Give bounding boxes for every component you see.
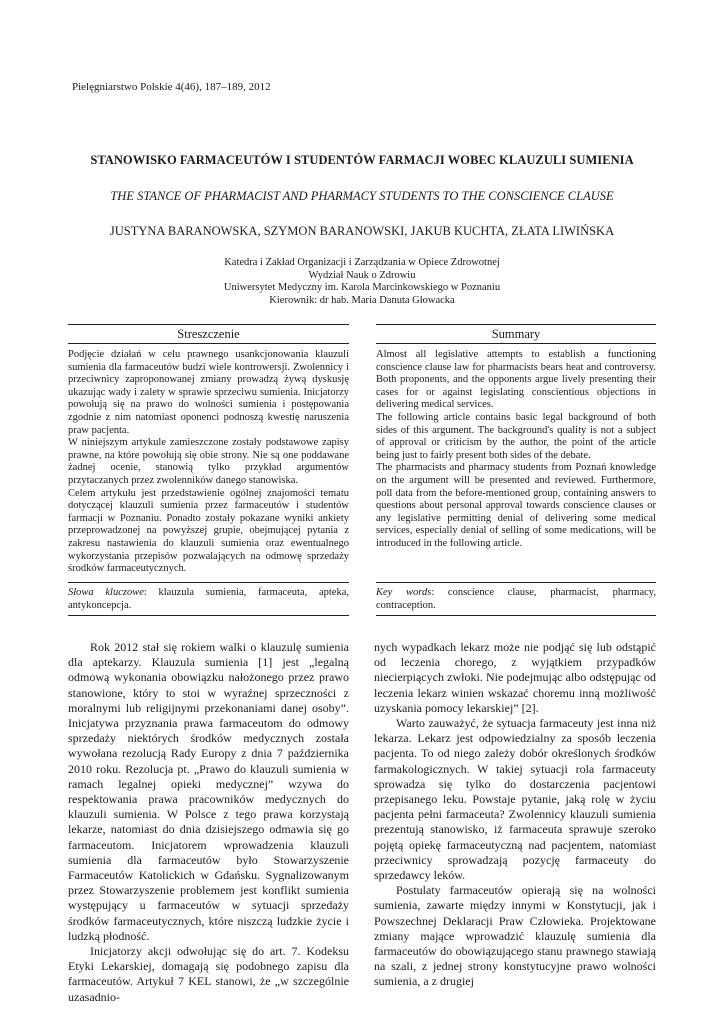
affiliation-line: Wydział Nauk o Zdrowiu <box>308 269 416 281</box>
body-paragraph: Warto zauważyć, że sytuacja farmaceuty jest inna niż lekarza. Lekarz jest odpowiedzialny za sposób leczenia pacjenta. To od niego zależy dobór określonych środków farmakologicznych. W takiej sytuacji rola farmaceuty sprowadza się tylko do dostarczenia pacjentowi przepisanego leku. Powstaje pytanie, jaką rolę w życiu pacjenta pełni farmaceuta? Zwolennicy klauzuli sumienia prezentują stanowisko, iż farmaceuta sprawuje szeroko pojętą opiekę farmaceutyczną nad pacjentem, natomiast przeciwnicy sprowadzają pozycję farmaceuty do sprzedawcy leków. <box>374 716 656 883</box>
keywords-label: Słowa kluczowe <box>68 587 144 598</box>
abstract-pl-top-rule <box>68 324 349 325</box>
keywords-pl-bottom-rule <box>68 615 349 616</box>
keywords-pl-rule <box>68 582 349 583</box>
affiliation-line: Kierownik: dr hab. Maria Danuta Głowacka <box>269 294 455 306</box>
keywords-text: : klauzula sumienia, farmaceuta, apteka, antykoncepcja. <box>68 587 349 611</box>
body-paragraph: Postulaty farmaceutów opierają się na wolności sumienia, zawarte między innymi w Konstytucji, jak i Powszechnej Deklaracji Praw Człowieka. Projektowane zmiany mające wprowadzić klauzulę sumienia dla farmaceutów do obowiązującego stanu prawnego stawiają na szali, z jednej strony konstytucyjne prawo wolności sumienia, a z drugiej <box>374 883 656 989</box>
body-column-right <box>374 640 656 990</box>
abstract-paragraph: W niniejszym artykule zamieszczone zostały podstawowe zapisy prawne, na które powołują się obie strony. Nie są one poddawane żadnej ocenie, stanowią tylko przykład argumentów przytaczanych przez zwolenników danego stanowiska. <box>68 437 349 486</box>
keywords-text: : conscience clause, pharmacist, pharmacy, contraception. <box>376 587 656 611</box>
keywords-english <box>376 587 656 612</box>
abstract-polish <box>68 349 349 576</box>
abstract-pl-heading: Streszczenie <box>177 327 240 341</box>
abstract-paragraph: The pharmacists and pharmacy students from Poznań knowledge on the argument will be presented and reviewed. Furthermore, poll data from the before-mentioned group, containing answers to questions about personal approval towards conscience clauses or any legislative permitting denial of delivering some medical services, especially denial of selling of some medications, will be introduced in the following article. <box>376 462 656 549</box>
authors: JUSTYNA BARANOWSKA, SZYMON BARANOWSKI, JAKUB KUCHTA, ZŁATA LIWIŃSKA <box>109 224 615 238</box>
affiliation <box>0 257 724 307</box>
abstract-paragraph: Podjęcie działań w celu prawnego usankcjonowania klauzuli sumienia dla farmaceutów budzi wiele kontrowersji. Zwolennicy i przeciwnicy zaproponowanej zmiany prowadzą żywą dyskusję ukazując wady i zalety w sprawie sprzeciwu sumienia. Inicjatorzy powołują się na prawo do wolności sumienia i postępowania zgodnie z nim natomiast oponenci podnoszą kwestię naruszenia praw pacjenta. <box>68 349 349 436</box>
affiliation-line: Katedra i Zakład Organizacji i Zarządzania w Opiece Zdrowotnej <box>224 257 500 268</box>
body-paragraph: nych wypadkach lekarz może nie podjąć się lub odstąpić od leczenia chorego, z wyjątkiem przypadków niecierpiących zwłoki. Nie podejmując albo odstępując od leczenia lekarz winien wskazać choremu inną możliwość uzyskania pomocy lekarskiej” [2]. <box>374 640 656 715</box>
keywords-en-rule <box>376 582 656 583</box>
body-paragraph: Inicjatorzy akcji odwołując się do art. 7. Kodeksu Etyki Lekarskiej, domagają się podobnego zapisu dla farmaceutów. Artykuł 7 KEL stanowi, że „w szczególnie uzasadnio- <box>68 944 349 1004</box>
abstract-english <box>376 349 656 551</box>
body-column-left <box>68 640 349 1005</box>
abstract-en-heading: Summary <box>491 327 541 341</box>
journal-reference: Pielęgniarstwo Polskie 4(46), 187–189, 2012 <box>72 81 271 93</box>
article-title-english: THE STANCE OF PHARMACIST AND PHARMACY STUDENTS TO THE CONSCIENCE CLAUSE <box>110 189 614 203</box>
abstract-paragraph: The following article contains basic legal background of both sides of this argument. The background's quality is not a subject of approval or criticism by the author, the point of the article being just to fairly present both sides of the debate. <box>376 411 656 461</box>
abstract-pl-heading-rule <box>68 343 349 344</box>
keywords-polish <box>68 587 349 612</box>
abstract-en-top-rule <box>376 324 656 325</box>
abstract-paragraph: Celem artykułu jest przedstawienie ogólnej znajomości tematu dotyczącej klauzuli sumienia przez farmaceutów i studentów farmacji w Poznaniu. Ponadto zostały pokazane wyniki ankiety przeprowadzonej na powyższej grupie, obejmującej pytania z zakresu nastawienia do klauzuli sumienia oraz ewentualnego wykorzystania przepisów pozwalających na odmowę sprzedaży środków farmaceutycznych. <box>68 487 349 575</box>
abstract-en-heading-rule <box>376 343 656 344</box>
keywords-label: Key words <box>376 587 432 598</box>
abstract-paragraph: Almost all legislative attempts to establish a functioning conscience clause law for pharmacists bears heat and controversy. Both proponents, and the opponents argue lively presenting their cases for or against legislating conscientious objections in delivering medical services. <box>376 349 656 411</box>
affiliation-line: Uniwersytet Medyczny im. Karola Marcinkowskiego w Poznaniu <box>223 282 501 294</box>
article-title-polish: STANOWISKO FARMACEUTÓW I STUDENTÓW FARMACJI WOBEC KLAUZULI SUMIENIA <box>90 153 634 167</box>
keywords-en-bottom-rule <box>376 615 656 616</box>
body-paragraph: Rok 2012 stał się rokiem walki o klauzulę sumienia dla aptekarzy. Klauzula sumienia [1] jest „legalną odmową wykonania obowiązku nałożonego przez prawo stanowione, który to stoi w wyraźnej sprzeczności z moralnymi lub religijnymi przekonaniami danej osoby”. Inicjatywa przyznania prawa farmaceutom do odmowy sprzedaży niektórych środków medycznych została wywołana rezolucją Rady Europy z dnia 7 października 2010 roku. Rezolucja pt. „Prawo do klauzuli sumienia w ramach legalnej opieki medycznej” wzywa do respektowania prawa pracowników medycznych do klauzuli sumienia. W Polsce z tego prawa korzystają lekarze, natomiast do dnia dzisiejszego odmawia się go farmaceutom. Inicjatorem wprowadzenia klauzuli sumienia dla farmaceutów było Stowarzyszenie Farmaceutów Katolickich w Gdańsku. Sygnalizowanym przez Stowarzyszenie problemem jest konflikt sumienia występujący u farmaceutów w sytuacji sprzedaży środków farmaceutycznych, które niszczą ludzkie życie i ludzką płodność. <box>68 640 349 943</box>
